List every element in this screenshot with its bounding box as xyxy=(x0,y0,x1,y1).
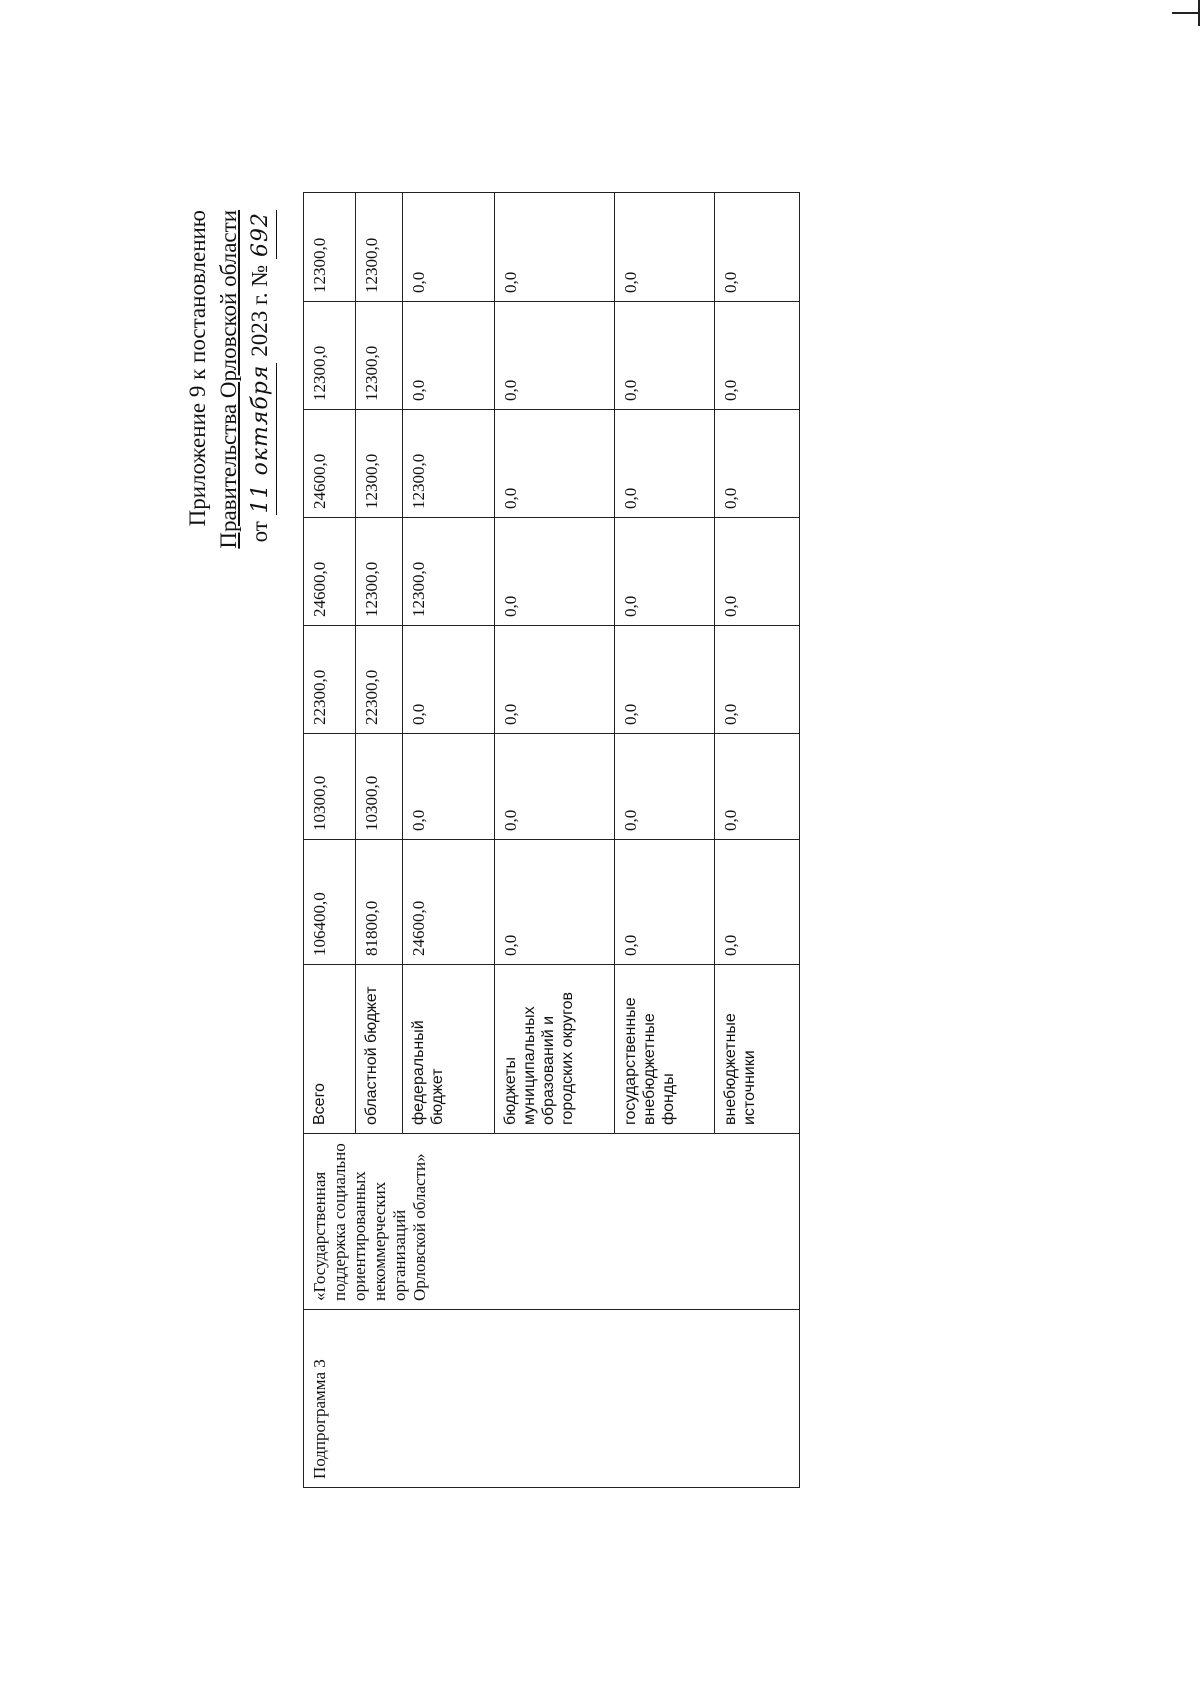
value-cell: 0,0 xyxy=(615,734,715,840)
value-cell: 24600,0 xyxy=(304,410,356,518)
heading-line-2: Правительства Орловской области xyxy=(216,210,241,549)
value-cell: 0,0 xyxy=(715,734,800,840)
value-cell: 12300,0 xyxy=(356,302,403,410)
value-cell: 12300,0 xyxy=(304,302,356,410)
source-cell: внебюджетные источники xyxy=(715,965,800,1134)
value-cell: 12300,0 xyxy=(403,518,495,626)
value-cell: 0,0 xyxy=(715,626,800,734)
value-cell: 0,0 xyxy=(403,193,495,302)
value-cell: 0,0 xyxy=(615,840,715,965)
source-cell: Всего xyxy=(304,965,356,1134)
value-cell: 0,0 xyxy=(403,302,495,410)
scan-edge-mark xyxy=(1172,12,1200,14)
handwritten-date: 11 октября xyxy=(245,363,277,516)
value-cell: 0,0 xyxy=(495,840,615,965)
value-cell: 10300,0 xyxy=(304,734,356,840)
heading-year: 2023 г. № xyxy=(247,264,272,357)
value-cell: 0,0 xyxy=(495,302,615,410)
value-cell: 24600,0 xyxy=(304,518,356,626)
handwritten-number: 692 xyxy=(245,210,277,259)
value-cell: 10300,0 xyxy=(356,734,403,840)
value-cell: 106400,0 xyxy=(304,840,356,965)
source-cell: областной бюджет xyxy=(356,965,403,1134)
rotated-page xyxy=(0,200,1200,1700)
value-cell: 22300,0 xyxy=(356,626,403,734)
document-heading xyxy=(182,210,277,620)
value-cell: 12300,0 xyxy=(403,410,495,518)
value-cell: 12300,0 xyxy=(304,193,356,302)
value-cell: 0,0 xyxy=(615,410,715,518)
program-label-cell: Подпрограмма 3 xyxy=(304,1310,800,1488)
heading-date-prefix: от xyxy=(247,521,272,543)
value-cell: 22300,0 xyxy=(304,626,356,734)
value-cell: 24600,0 xyxy=(403,840,495,965)
value-cell: 0,0 xyxy=(403,626,495,734)
heading-line-3 xyxy=(244,210,277,620)
table-row xyxy=(304,193,356,1488)
source-cell: государственные внебюджетные фонды xyxy=(615,965,715,1134)
source-cell: федеральный бюджет xyxy=(403,965,495,1134)
value-cell: 0,0 xyxy=(615,518,715,626)
value-cell: 0,0 xyxy=(495,410,615,518)
value-cell: 0,0 xyxy=(715,410,800,518)
value-cell: 0,0 xyxy=(615,302,715,410)
value-cell: 0,0 xyxy=(495,193,615,302)
value-cell: 0,0 xyxy=(495,518,615,626)
heading-line-1: Приложение 9 к постановлению xyxy=(185,210,210,527)
value-cell: 12300,0 xyxy=(356,410,403,518)
value-cell: 0,0 xyxy=(495,626,615,734)
value-cell: 12300,0 xyxy=(356,518,403,626)
value-cell: 0,0 xyxy=(715,302,800,410)
value-cell: 0,0 xyxy=(715,840,800,965)
value-cell: 0,0 xyxy=(403,734,495,840)
source-cell: бюджеты муниципальных образований и городских округов xyxy=(495,965,615,1134)
program-name-continuation xyxy=(495,1134,800,1310)
value-cell: 0,0 xyxy=(495,734,615,840)
value-cell: 0,0 xyxy=(715,193,800,302)
financing-table xyxy=(303,192,800,1488)
value-cell: 0,0 xyxy=(615,193,715,302)
program-name-cell: «Государственная поддержка социально ориентированных некоммерческих организаций Орловской области» xyxy=(304,1134,495,1310)
table-row xyxy=(495,193,615,1488)
value-cell: 0,0 xyxy=(615,626,715,734)
value-cell: 0,0 xyxy=(715,518,800,626)
value-cell: 12300,0 xyxy=(356,193,403,302)
value-cell: 81800,0 xyxy=(356,840,403,965)
